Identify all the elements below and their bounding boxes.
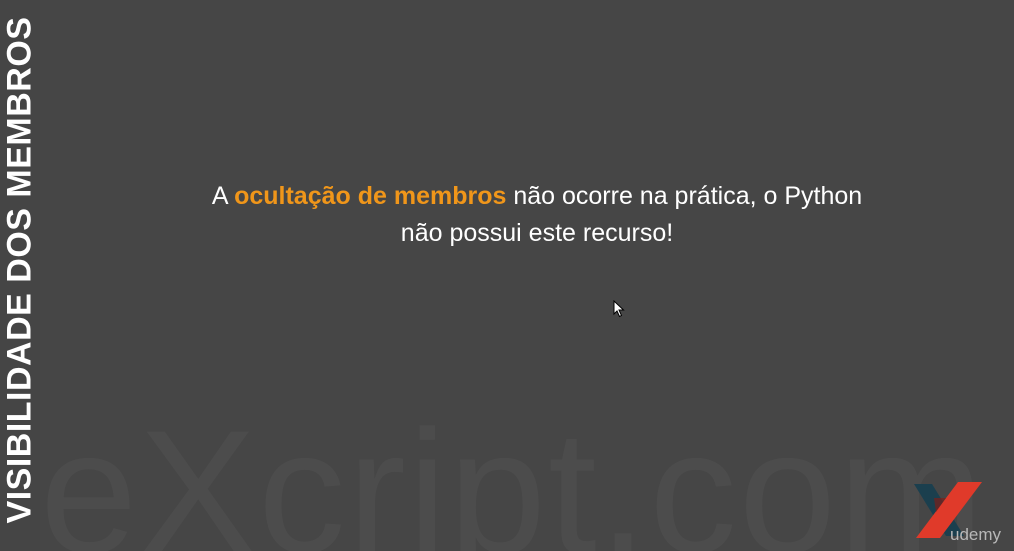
message-prefix: A (211, 182, 235, 210)
message-line-1 (120, 178, 954, 215)
slide-side-title: VISIBILIDADE DOS MEMBROS (0, 16, 39, 524)
message-line1-rest: não ocorre na prática, o Python (506, 182, 863, 210)
watermark-text (40, 405, 986, 551)
message-line-2: não possui este recurso! (400, 219, 674, 247)
udemy-brand-text: udemy (950, 525, 1002, 544)
mouse-pointer-icon (613, 300, 625, 318)
slide-message (120, 178, 954, 252)
message-highlight: ocultação de membros (234, 182, 507, 210)
